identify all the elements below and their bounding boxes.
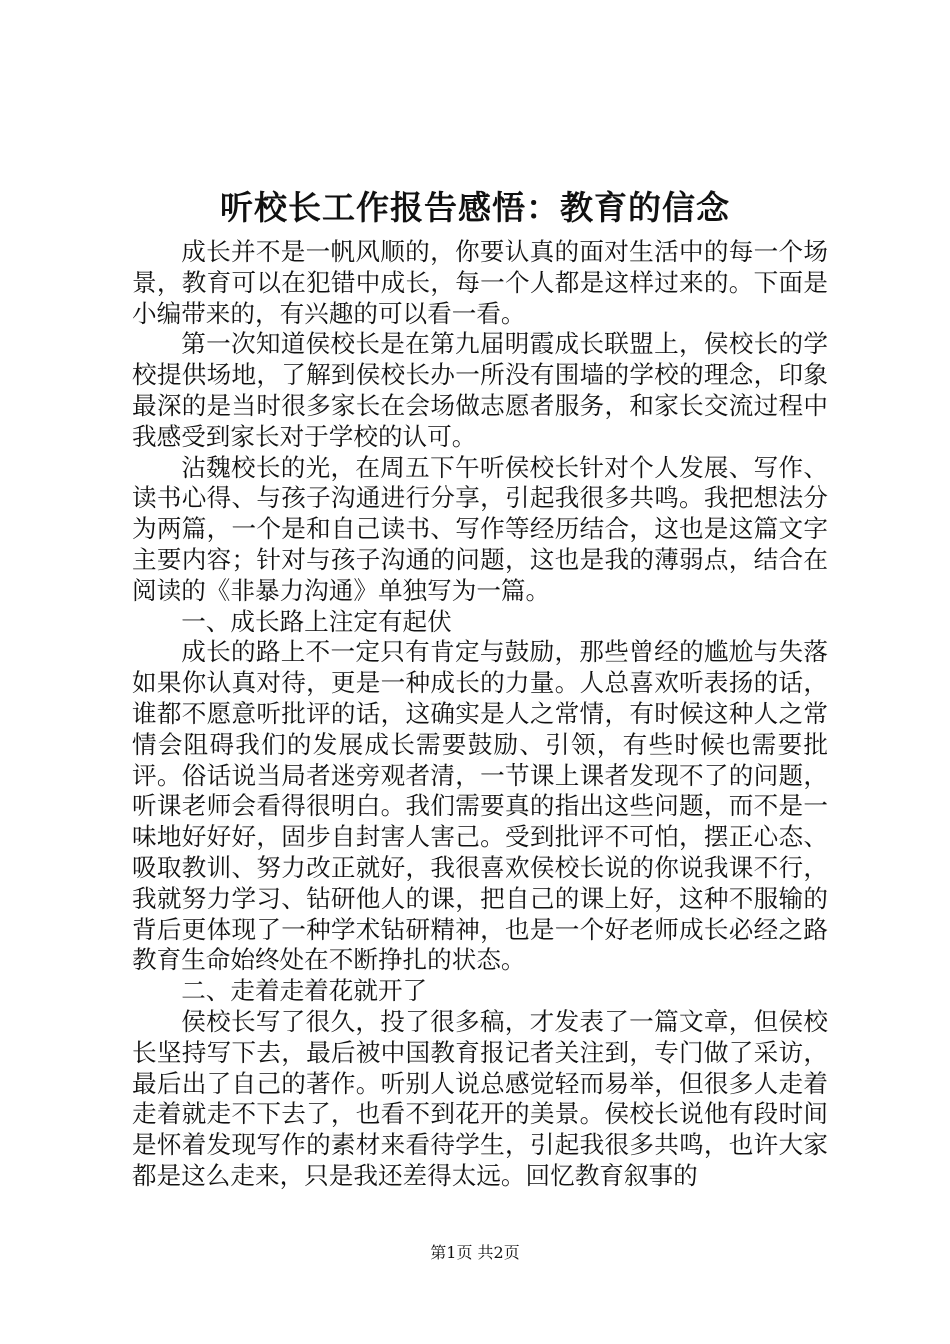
paragraph-intro: 成长并不是一帆风顺的，你要认真的面对生活中的每一个场景，教育可以在犯错中成长，每一个人都是这样过来的。下面是小编带来的，有兴趣的可以看一看。 — [132, 237, 828, 328]
paragraph-sharing: 沾魏校长的光，在周五下午听侯校长针对个人发展、写作、读书心得、与孩子沟通进行分享，引起我很多共鸣。我把想法分为两篇，一个是和自己读书、写作等经历结合，这也是这篇文字主要内容；针对与孩子沟通的问题，这也是我的薄弱点，结合在阅读的《非暴力沟通》单独写为一篇。 — [132, 452, 828, 605]
section-heading-2: 二、走着走着花就开了 — [181, 976, 428, 1006]
paragraph-growth: 成长的路上不一定只有肯定与鼓励，那些曾经的尴尬与失落如果你认真对待，更是一种成长的力量。人总喜欢听表扬的话，谁都不愿意听批评的话，这确实是人之常情，有时候这种人之常情会阻碍我们的发展成长需要鼓励、引领，有些时候也需要批评。俗话说当局者迷旁观者清，一节课上课者发现不了的问题，听课老师会看得很明白。我们需要真的指出这些问题，而不是一味地好好好，固步自封害人害己。受到批评不可怕，摆正心态、吸取教训、努力改正就好，我很喜欢侯校长说的你说我课不行，我就努力学习、钻研他人的课，把自己的课上好，这种不服输的背后更体现了一种学术钻研精神，也是一个好老师成长必经之路教育生命始终处在不断挣扎的状态。 — [132, 637, 828, 975]
document-title: 听校长工作报告感悟：教育的信念 — [220, 188, 730, 227]
page-footer: 第1页 共2页 — [430, 1243, 520, 1262]
section-heading-1: 一、成长路上注定有起伏 — [181, 606, 452, 636]
paragraph-writing: 侯校长写了很久，投了很多稿，才发表了一篇文章，但侯校长坚持写下去，最后被中国教育报记者关注到，专门做了采访，最后出了自己的著作。听别人说总感觉轻而易举，但很多人走着走着就走不下去了，也看不到花开的美景。侯校长说他有段时间是怀着发现写作的素材来看待学生，引起我很多共鸣，也许大家都是这么走来，只是我还差得太远。回忆教育叙事的 — [132, 1006, 828, 1190]
paragraph-first-meeting: 第一次知道侯校长是在第九届明霞成长联盟上，侯校长的学校提供场地，了解到侯校长办一所没有围墙的学校的理念，印象最深的是当时很多家长在会场做志愿者服务，和家长交流过程中我感受到家长对于学校的认可。 — [132, 329, 828, 451]
document-body — [132, 237, 828, 1192]
